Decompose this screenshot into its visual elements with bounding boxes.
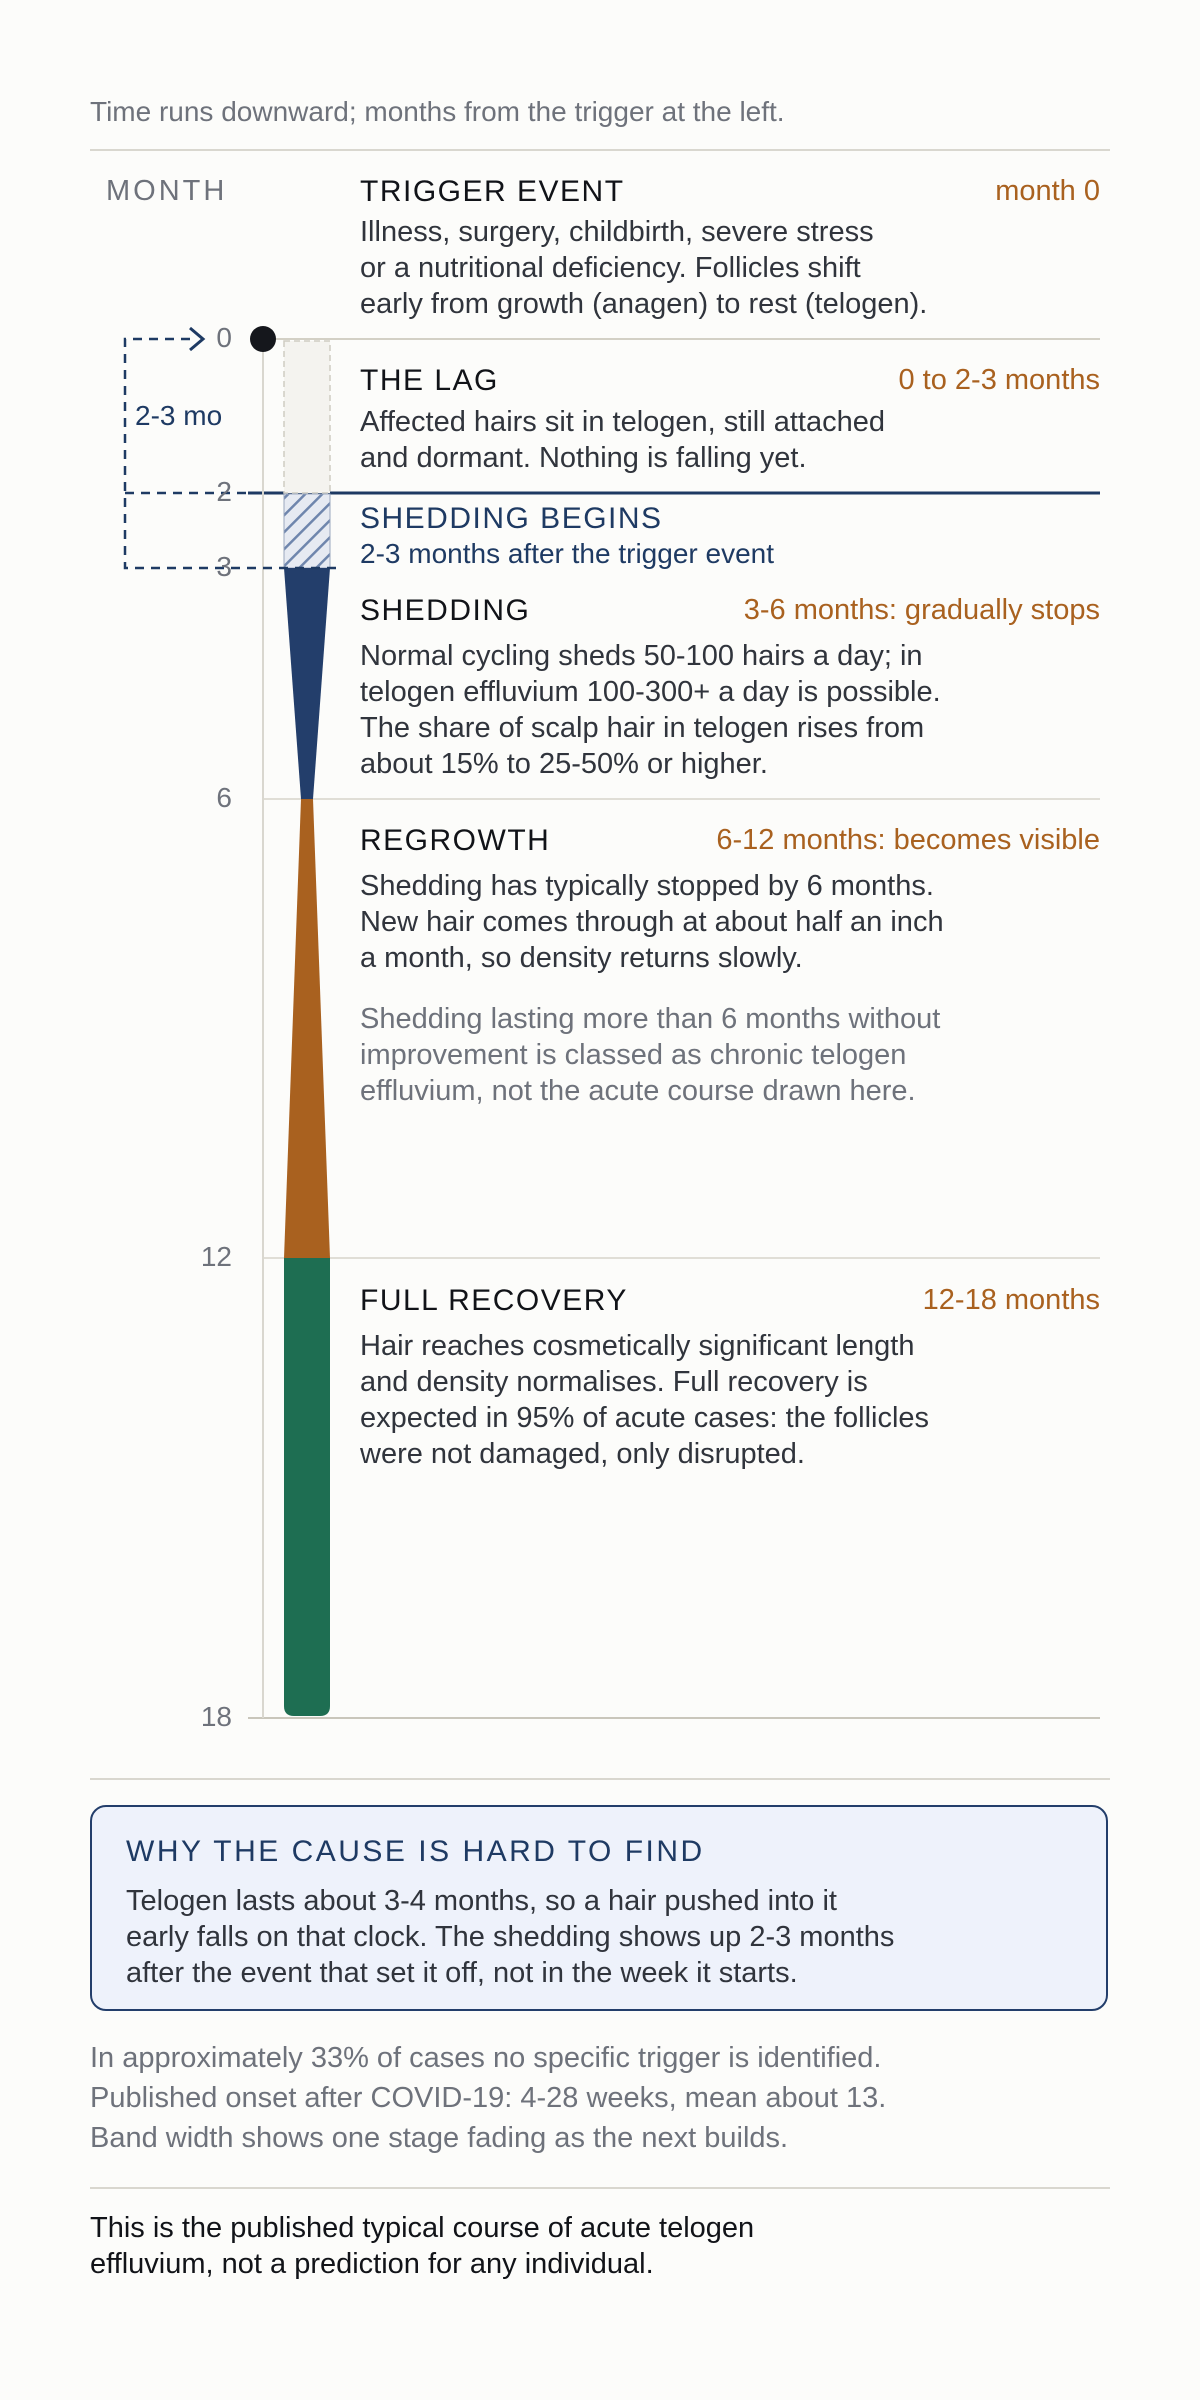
- lag-band: [284, 341, 330, 493]
- shedding-band: [284, 568, 330, 799]
- tick-label: 2: [216, 476, 232, 507]
- stage-body-lag: Affected hairs sit in telogen, still attached and dormant. Nothing is falling yet.: [360, 406, 885, 474]
- footnotes: In approximately 33% of cases no specific trigger is identified. Published onset after COVID-19: 4-28 weeks, mean about 13. Band width shows one stage fading as the next builds.: [90, 2042, 887, 2154]
- stage-range-lag: 0 to 2-3 months: [898, 364, 1100, 396]
- stage-range-recovery: 12-18 months: [922, 1284, 1100, 1316]
- callout-box: [90, 1805, 1108, 2011]
- tick-label: 18: [200, 1701, 232, 1732]
- stage-range-regrowth: 6-12 months: becomes visible: [716, 824, 1100, 856]
- recovery-band: [284, 1258, 330, 1716]
- shedding-begins-subtitle: 2-3 months after the trigger event: [360, 538, 774, 569]
- stage-title-lag: THE LAG: [360, 364, 499, 397]
- axis-label: MONTH: [106, 175, 228, 207]
- callout-title: WHY THE CAUSE IS HARD TO FIND: [126, 1835, 705, 1868]
- trigger-dot: [250, 326, 276, 352]
- stage-body-shedding: Normal cycling sheds 50-100 hairs a day; in telogen effluvium 100-300+ a day is possible. The share of scalp hair in telogen rises from about 15% to 25-50% or higher.: [360, 640, 941, 780]
- chronic-note: Shedding lasting more than 6 months without improvement is classed as chronic telogen effluvium, not the acute course drawn here.: [360, 1003, 941, 1107]
- footer-divider: [90, 2187, 1110, 2189]
- stage-title-shedding: SHEDDING: [360, 594, 531, 627]
- tick-label: 6: [216, 782, 232, 813]
- stage-body-trigger: Illness, surgery, childbirth, severe stress or a nutritional deficiency. Follicles shift early from growth (anagen) to rest (telogen).: [360, 216, 928, 320]
- stage-title-recovery: FULL RECOVERY: [360, 1284, 628, 1317]
- stage-title-trigger: TRIGGER EVENT: [360, 175, 625, 208]
- lag-bracket-label: 2-3 mo: [135, 400, 223, 431]
- tick-label: 3: [216, 551, 232, 582]
- shedding-begins-title: SHEDDING BEGINS: [360, 502, 663, 535]
- stage-body-recovery: Hair reaches cosmetically significant length and density normalises. Full recovery is expected in 95% of acute cases: the follicles were not damaged, only disrupted.: [360, 1330, 930, 1470]
- callout-body: Telogen lasts about 3-4 months, so a hair pushed into it early falls on that clock. The shedding shows up 2-3 months after the event that set it off, not in the week it starts.: [126, 1885, 895, 1989]
- section-divider: [90, 1778, 1110, 1780]
- chart-caption: Time runs downward; months from the trigger at the left.: [90, 96, 785, 127]
- regrowth-band: [284, 799, 330, 1258]
- stage-title-regrowth: REGROWTH: [360, 824, 551, 857]
- tick-label: 12: [200, 1241, 232, 1272]
- stage-range-shedding: 3-6 months: gradually stops: [743, 594, 1100, 626]
- stage-range-trigger: month 0: [995, 175, 1100, 207]
- disclaimer: This is the published typical course of acute telogen effluvium, not a prediction for any individual.: [90, 2212, 755, 2280]
- tick-label: 0: [216, 322, 232, 353]
- shedding-onset-band: [284, 494, 330, 568]
- stage-body-regrowth: Shedding has typically stopped by 6 months. New hair comes through at about half an inch a month, so density returns slowly.: [360, 870, 944, 974]
